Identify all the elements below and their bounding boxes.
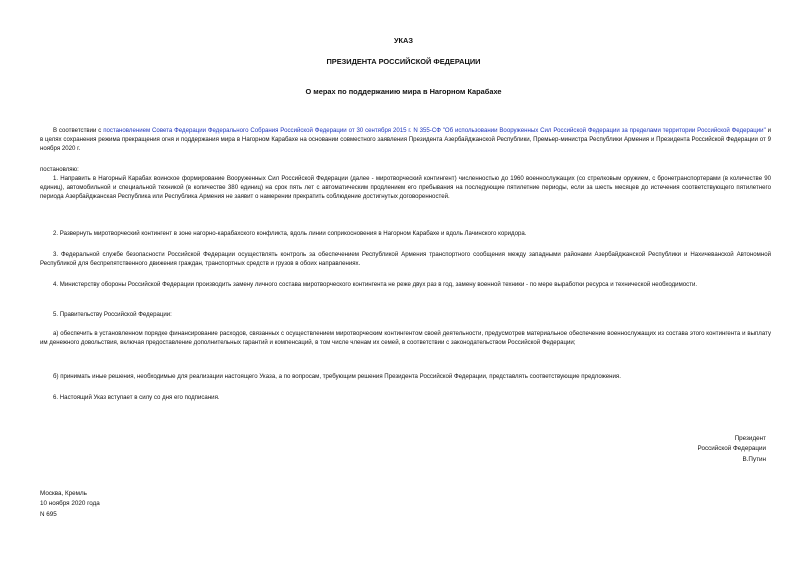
item-2-text: 2. Развернуть миротворческий контингент в зоне нагорно-карабахского конфликта, вдоль линии соприкосновения в Нагорном Карабахе и вдоль Лачинского коридора. [53, 230, 527, 237]
item-6 [40, 393, 771, 402]
item-4-text: 4. Министерству обороны Российской Федерации производить замену личного состава миротворческого контингента не реже двух раз в год, замену военной техники - по мере выработки ресурса и технической необходимости. [53, 281, 698, 288]
item-1 [40, 174, 771, 202]
signature-block [698, 434, 766, 465]
item-1-text: 1. Направить в Нагорный Карабах воинское формирование Вооруженных Сил Российской Федерации (далее - миротворческий контингент) численностью до 1960 военнослужащих (со стрелковым оружием, с бронетранспортерами (в количестве 90 единиц), автомобильной и специальной техникой (в количестве 380 единиц) на срок пять лет с автоматическим продлением его пребывания на последующие пятилетние периоды, если за шесть месяцев до истечения соответствующего пятилетнего периода Азербайджанская Республика или Республика Армения не заявит о намерении прекратить соблюдение достигнутых договоренностей. [40, 175, 771, 201]
item-3 [40, 250, 771, 268]
item-5 [40, 310, 771, 319]
item-5a [40, 329, 771, 347]
decree-word: постановляю: [40, 166, 79, 173]
item-6-text: 6. Настоящий Указ вступает в силу со дня его подписания. [53, 394, 220, 401]
preamble-rest: и в целях сохранения режима прекращения огня и поддержания мира в Нагорном Карабахе на основании совместного заявления Президента Азербайджанской Республики, Премьер-министра Республики Армения и Президента Российской Федерации от 9 ноября 2020 г. [40, 127, 772, 153]
decree-number: N 695 [40, 510, 57, 518]
item-5-text: 5. Правительству Российской Федерации: [53, 311, 172, 318]
item-5b [40, 372, 771, 381]
doc-title: УКАЗ [393, 36, 414, 45]
signature-title: Президент [734, 435, 766, 442]
doc-subject: О мерах по поддержанию мира в Нагорном Карабахе [305, 87, 502, 96]
preamble-lead: В соответствии с [53, 127, 104, 134]
preamble [40, 126, 771, 154]
signature-country: Российской Федерации [697, 445, 766, 453]
signature-name: В.Путин [742, 455, 766, 463]
place-date: 10 ноября 2020 года [40, 500, 100, 508]
item-3-text: 3. Федеральной службе безопасности Российской Федерации осуществлять контроль за обеспечением Республикой Армения транспортного сообщения между западными районами Азербайджанской Республики и Нахичеванской Автономной Республикой для беспрепятственного движения граждан, транспортных средств и грузов в обоих направлениях. [40, 251, 771, 268]
place-date-block [40, 489, 100, 520]
item-4 [40, 280, 771, 289]
item-5a-text: а) обеспечить в установленном порядке финансирование расходов, связанных с осуществлением миротворческим контингентом своей деятельности, предусмотрев материальное обеспечение военнослужащих из состава этого контингента и выплату им денежного довольствия, включая предоставление дополнительных гарантий и компенсаций, в том числе членам их семей, в соответствии с законодательством Российской Федерации; [40, 330, 771, 347]
doc-issuer: ПРЕЗИДЕНТА РОССИЙСКОЙ ФЕДЕРАЦИИ [326, 57, 481, 66]
item-2 [40, 229, 771, 238]
item-5b-text: б) принимать иные решения, необходимые для реализации настоящего Указа, а по вопросам, требующим решения Президента Российской Федерации, представлять соответствующие предложения. [53, 373, 621, 380]
place-city: Москва, Кремль [40, 490, 87, 497]
resolution-link[interactable]: постановлением Совета Федерации Федерального Собрания Российской Федерации от 30 сентября 2015 г. N 355-СФ "Об использовании Вооруженных Сил Российской Федерации за пределами территории Российской Федерации" [103, 127, 766, 134]
